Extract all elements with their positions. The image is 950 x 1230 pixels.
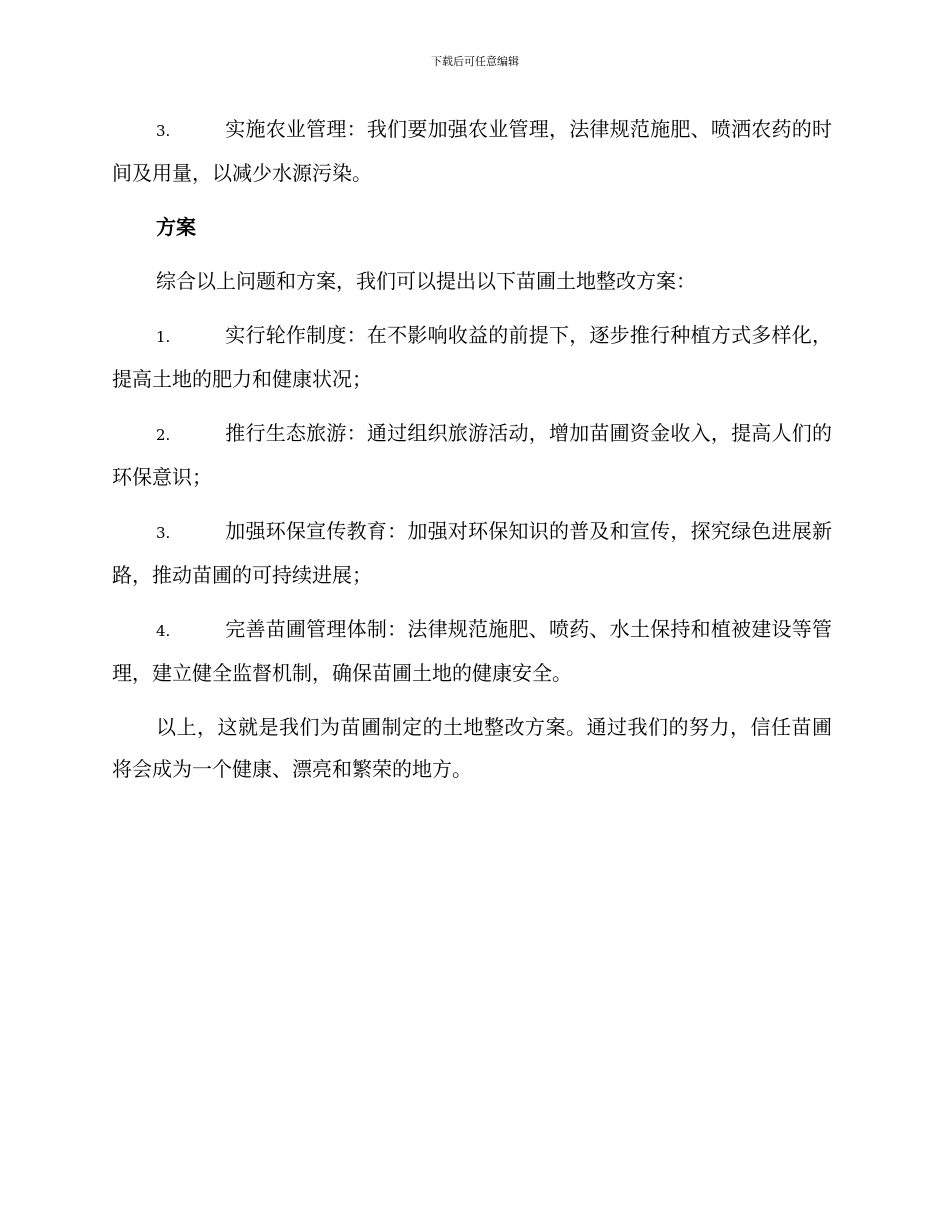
list-item	[112, 510, 832, 596]
document-body	[112, 108, 832, 802]
list-item-text: 加强环保宣传教育：加强对环保知识的普及和宣传，探究绿色进展新路，推动苗圃的可持续进展；	[112, 519, 832, 587]
list-item	[112, 412, 832, 498]
list-item-text: 实行轮作制度：在不影响收益的前提下，逐步推行种植方式多样化，提高土地的肥力和健康状况；	[112, 323, 832, 391]
list-item	[112, 314, 832, 400]
list-item-number: 2.	[156, 426, 171, 444]
list-item	[112, 108, 832, 194]
intro-paragraph: 综合以上问题和方案，我们可以提出以下苗圃土地整改方案：	[156, 269, 696, 293]
list-item-text: 推行生态旅游：通过组织旅游活动，增加苗圃资金收入，提高人们的环保意识；	[112, 421, 832, 489]
list-item-number: 1.	[156, 328, 171, 346]
list-item-text: 实施农业管理：我们要加强农业管理，法律规范施肥、喷洒农药的时间及用量，以减少水源污染。	[112, 117, 832, 185]
section-heading: 方案	[156, 215, 196, 239]
list-item-number: 3.	[156, 524, 171, 542]
page-header: 下载后可任意编辑	[431, 55, 519, 68]
conclusion-paragraph: 以上，这就是我们为苗圃制定的土地整改方案。通过我们的努力，信任苗圃将会成为一个健康、漂亮和繁荣的地方。	[112, 715, 832, 781]
list-item-number: 4.	[156, 622, 171, 640]
list-item-number: 3.	[156, 122, 171, 140]
list-item-text: 完善苗圃管理体制：法律规范施肥、喷药、水土保持和植被建设等管理，建立健全监督机制，确保苗圃土地的健康安全。	[112, 617, 832, 685]
list-item	[112, 608, 832, 694]
